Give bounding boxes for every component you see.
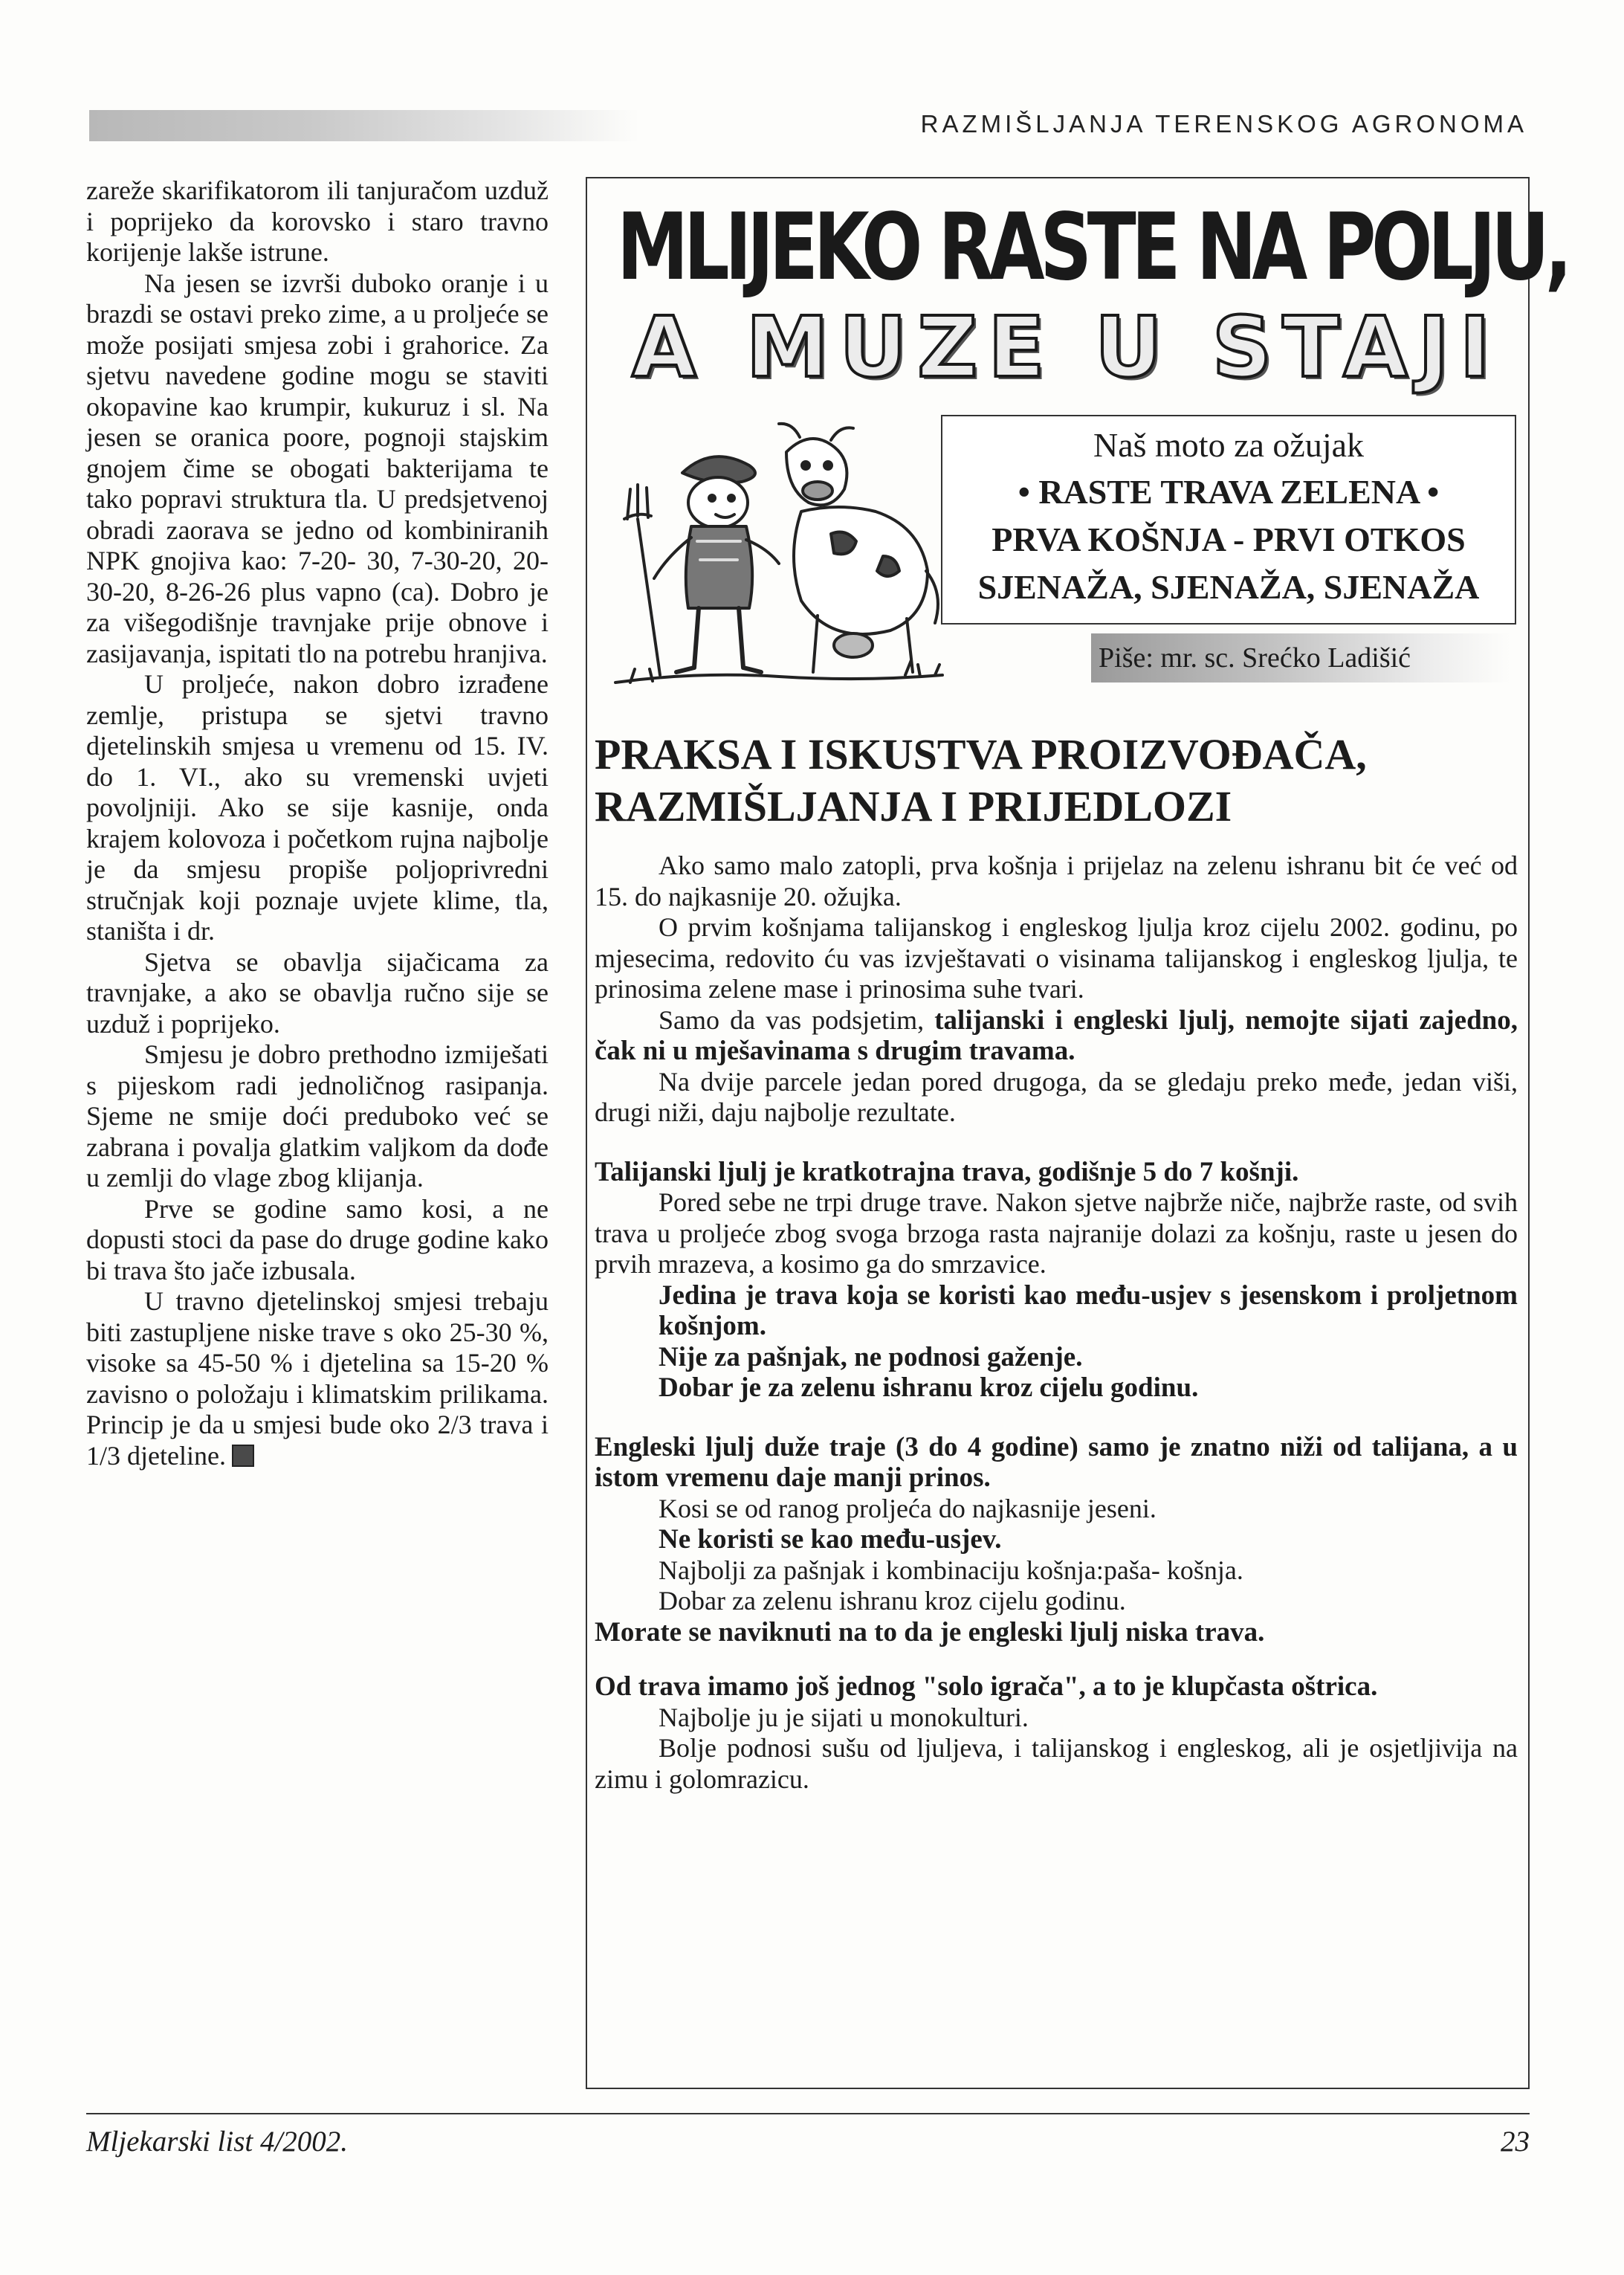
motto-line: SJENAŽA, SJENAŽA, SJENAŽA [977, 568, 1480, 606]
body-paragraph: Na dvije parcele jedan pored drugoga, da se gledaju preko međe, jedan viši, drugi niži, daju najbolje rezultate. [595, 1066, 1518, 1127]
motto-line: PRVA KOŠNJA - PRVI OTKOS [991, 520, 1466, 558]
running-head: RAZMIŠLJANJA TERENSKOG AGRONOMA [920, 110, 1527, 138]
article-heading [595, 729, 1516, 833]
body-paragraph: Kosi se od ranog proljeća do najkasnije jeseni. [659, 1493, 1156, 1523]
motto-heading: Naš moto za ožujak [1093, 426, 1365, 464]
left-paragraph: zareže skarifikatorom ili tanjuračom uzduž i poprijeko da korovsko i staro travno korijenje lakše istrune. [86, 175, 549, 267]
left-paragraph: Sjetva se obavlja sijačicama za travnjake, a ako se obavlja ručno sije se uzduž i poprijeko. [86, 946, 549, 1039]
body-text-bold: talijanski i engleski ljulj, nemojte sijati zajedno, čak ni u mješavinama s drugim travama. [595, 1004, 1518, 1066]
body-bold-statement: Jedina je trava koja se koristi kao među-usjev s jesenskom i proljetnom košnjom. [659, 1280, 1518, 1341]
motto-line: • RASTE TRAVA ZELENA • [1018, 473, 1440, 511]
body-text-plain: Samo da vas podsjetim, [659, 1004, 935, 1035]
body-paragraph: Najbolji za pašnjak i kombinaciju košnja:paša- košnja. [659, 1555, 1243, 1585]
section-heading-engleski: Engleski ljulj duže traje (3 do 4 godine) samo je znatno niži od talijana, a u istom vremenu daje manji prinos. [595, 1431, 1518, 1493]
body-paragraph: O prvim košnjama talijanskog i engleskog ljulja kroz cijelu 2002. godinu, po mjesecima, redovito ću vas izvještavati o visinama talijanskog i engleskog ljulja, te prinosima zelene mase i prinosima suhe tvari. [595, 912, 1518, 1004]
left-paragraph: U proljeće, nakon dobro izrađene zemlje, pristupa se sjetvi travno djetelinskih smjesa u vremenu od 15. IV. do 1. VI., ako su vremenski uvjeti povoljniji. Ako se sije kasnije, onda krajem kolovoza i početkom rujna najbolje je da smjesu propiše poljoprivredni stručnjak koji poznaje uvjete klime, tla, staništa i dr. [86, 669, 549, 946]
footer-rule [86, 2113, 1530, 2114]
left-paragraph: U travno djetelinskoj smjesi trebaju biti zastupljene niske trave s oko 25-30 %, visoke sa 45-50 % i djetelina sa 15-20 % zavisno o položaju i klimatskim prilikama. Princip je da u smjesi bude oko 2/3 trava i 1/3 djeteline. [86, 1286, 549, 1471]
article-heading-line2: RAZMIŠLJANJA I PRIJEDLOZI [595, 782, 1232, 830]
body-bold-statement: Morate se naviknuti na to da je engleski ljulj niska trava. [595, 1616, 1265, 1648]
left-paragraph: Smjesu je dobro prethodno izmiješati s pijeskom radi jednoličnog rasipanja. Sjeme ne smije doći preduboko već se zabrana i povalja glatkim valjkom da dođe u zemlji do vlage zbog klijanja. [86, 1039, 549, 1193]
body-paragraph: Bolje podnosi sušu od ljuljeva, i talijanskog i engleskog, ali je osjetljivija na zimu i golomrazicu. [595, 1733, 1518, 1794]
body-paragraph [595, 1005, 1518, 1067]
article-title-line1: MLIJEKO RASTE NA POLJU, [617, 194, 1568, 301]
body-paragraph: Pored sebe ne trpi druge trave. Nakon sjetve najbrže niče, najbrže raste, od svih trava u proljeće zbog svoga brzoga rasta najranije dolazi za košnju, raste u jesen do prvih mrazeva, a kosimo ga do smrzavice. [595, 1187, 1518, 1279]
motto-box [941, 415, 1516, 625]
author-byline: Piše: mr. sc. Srećko Ladišić [1091, 633, 1510, 682]
section-heading-klupcasta: Od trava imamo još jednog "solo igrača", a to je klupčasta oštrica. [595, 1671, 1378, 1702]
page-number: 23 [1501, 2126, 1530, 2158]
body-paragraph: Najbolje ju je sijati u monokulturi. [659, 1702, 1029, 1732]
end-of-article-square-icon [232, 1445, 254, 1467]
body-bold-statement: Nije za pašnjak, ne podnosi gaženje. [659, 1341, 1083, 1372]
body-bold-statement: Ne koristi se kao među-usjev. [659, 1524, 1002, 1555]
footer-journal: Mljekarski list 4/2002. [86, 2126, 349, 2158]
header-shade-bar [89, 110, 639, 141]
section-heading-talijanski: Talijanski ljulj je kratkotrajna trava, godišnje 5 do 7 košnji. [595, 1156, 1299, 1187]
left-paragraph: Prve se godine samo kosi, a ne dopusti stoci da pase do druge godine kako bi trava što jače izbusala. [86, 1193, 549, 1285]
article-body [595, 851, 1518, 1795]
article-heading-line1: PRAKSA I ISKUSTVA PROIZVOĐAČA, [595, 730, 1367, 778]
left-column [86, 175, 549, 1471]
body-bold-statement: Dobar je za zelenu ishranu kroz cijelu godinu. [659, 1372, 1199, 1403]
body-paragraph: Ako samo malo zatopli, prva košnja i prijelaz na zelenu ishranu bit će već od 15. do najkasnije 20. ožujka. [595, 851, 1518, 911]
left-paragraph: Na jesen se izvrši duboko oranje i u brazdi se ostavi preko zime, a u proljeće se može posijati smjesa zobi i grahorice. Za sjetvu navedene godine mogu se staviti okopavine kao krumpir, kukuruz i sl. Na jesen se oranica poore, pognoji stajskim gnojem čime se obogati bakterijama te tako popravi struktura tla. U predsjetvenoj obradi zaorava se jedno od kombiniranih NPK gnojiva kao: 7-20- 30, 7-30-20, 20-30-20, 8-26-26 plus vapno (ca). Dobro je za višegodišnje travnjake prije obnove i zasijavanja, ispitati tlo na potrebu hranjiva. [86, 268, 549, 668]
article-title-line2: A MUZE U STAJI [632, 300, 1501, 396]
farmer-and-cow-cartoon-icon [608, 407, 950, 705]
body-paragraph: Dobar za zelenu ishranu kroz cijelu godinu. [659, 1586, 1126, 1616]
